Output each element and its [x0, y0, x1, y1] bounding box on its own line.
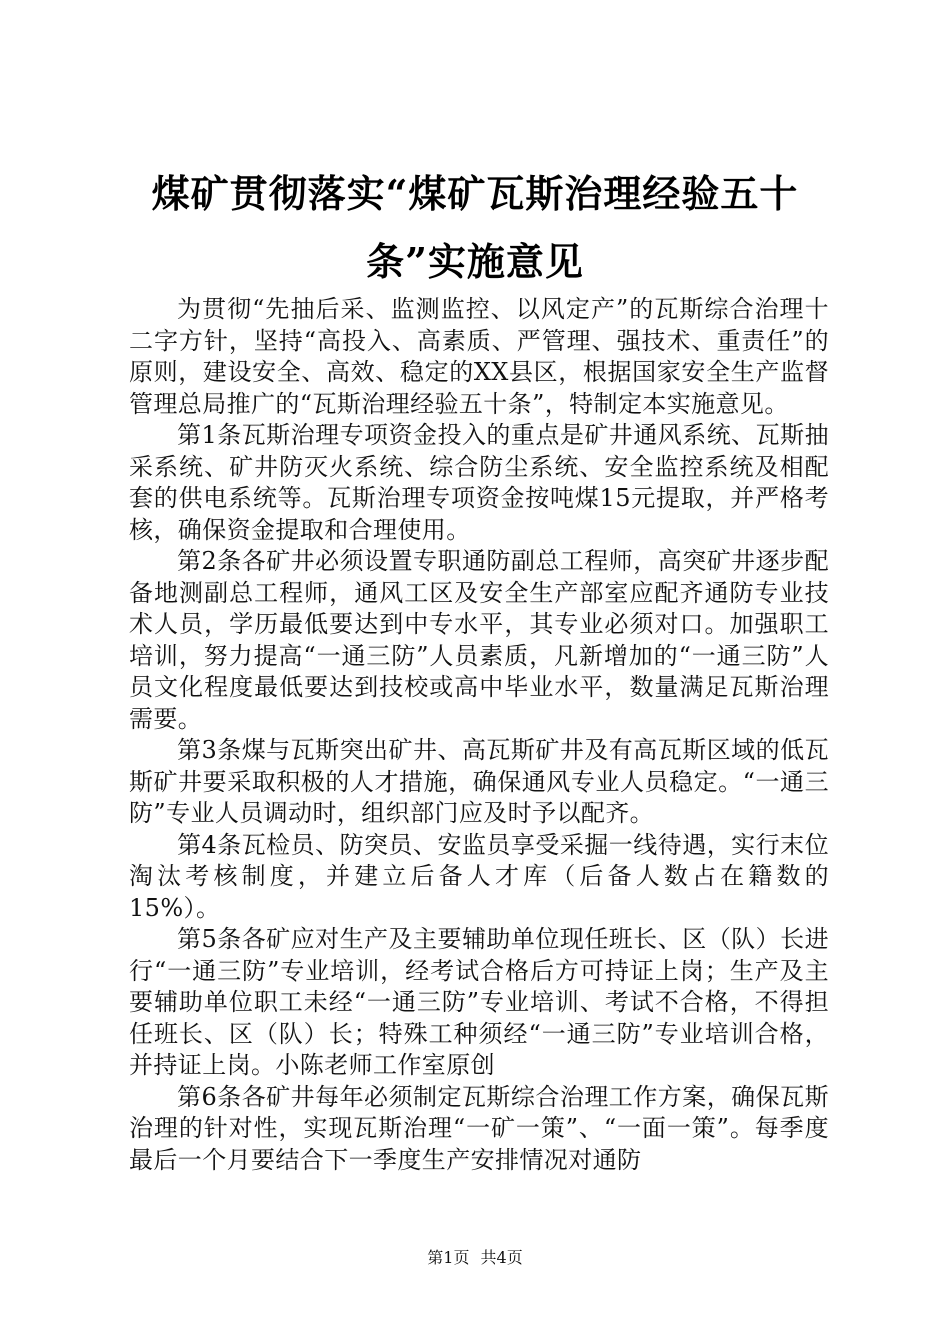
paragraph-article-3: 第3条煤与瓦斯突出矿井、高瓦斯矿井及有高瓦斯区域的低瓦斯矿井要采取积极的人才措施，确保通风专业人员稳定。“一通三防”专业人员调动时，组织部门应及时予以配齐。: [129, 736, 829, 827]
paragraph-article-5: 第5条各矿应对生产及主要辅助单位现任班长、区（队）长进行“一通三防”专业培训，经考试合格后方可持证上岗；生产及主要辅助单位职工未经“一通三防”专业培训、考试不合格，不得担任班长、区（队）长；特殊工种须经“一通三防”专业培训合格，并持证上岗。小陈老师工作室原创: [129, 925, 829, 1079]
page-footer: [0, 1248, 950, 1268]
paragraph-article-2: 第2条各矿井必须设置专职通防副总工程师，高突矿井逐步配备地测副总工程师，通风工区及安全生产部室应配齐通防专业技术人员，学历最低要达到中专水平，其专业必须对口。加强职工培训，努力提高“一通三防”人员素质，凡新增加的“一通三防”人员文化程度最低要达到技校或高中毕业水平，数量满足瓦斯治理需要。: [129, 547, 829, 733]
paragraph-article-4: 第4条瓦检员、防突员、安监员享受采掘一线待遇，实行末位淘汰考核制度，并建立后备人才库（后备人数占在籍数的15%）。: [129, 830, 829, 922]
paragraph-article-6: 第6条各矿井每年必须制定瓦斯综合治理工作方案，确保瓦斯治理的针对性，实现瓦斯治理“一矿一策”、“一面一策”。每季度最后一个月要结合下一季度生产安排情况对通防: [129, 1082, 829, 1174]
document-body: [129, 294, 829, 1176]
paragraph-intro: 为贯彻“先抽后采、监测监控、以风定产”的瓦斯综合治理十二字方针，坚持“高投入、高素质、严管理、强技术、重责任”的原则，建设安全、高效、稳定的XX县区，根据国家安全生产监督管理总局推广的“瓦斯治理经验五十条”，特制定本实施意见。: [129, 295, 829, 418]
page-number: 第1页: [427, 1248, 470, 1267]
document-title: 煤矿贯彻落实“煤矿瓦斯治理经验五十条”实施意见: [151, 171, 799, 284]
paragraph-article-1: 第1条瓦斯治理专项资金投入的重点是矿井通风系统、瓦斯抽采系统、矿井防灭火系统、综合防尘系统、安全监控系统及相配套的供电系统等。瓦斯治理专项资金按吨煤15元提取，并严格考核，确保资金提取和合理使用。: [129, 421, 829, 544]
page-total: 共4页: [480, 1248, 523, 1267]
